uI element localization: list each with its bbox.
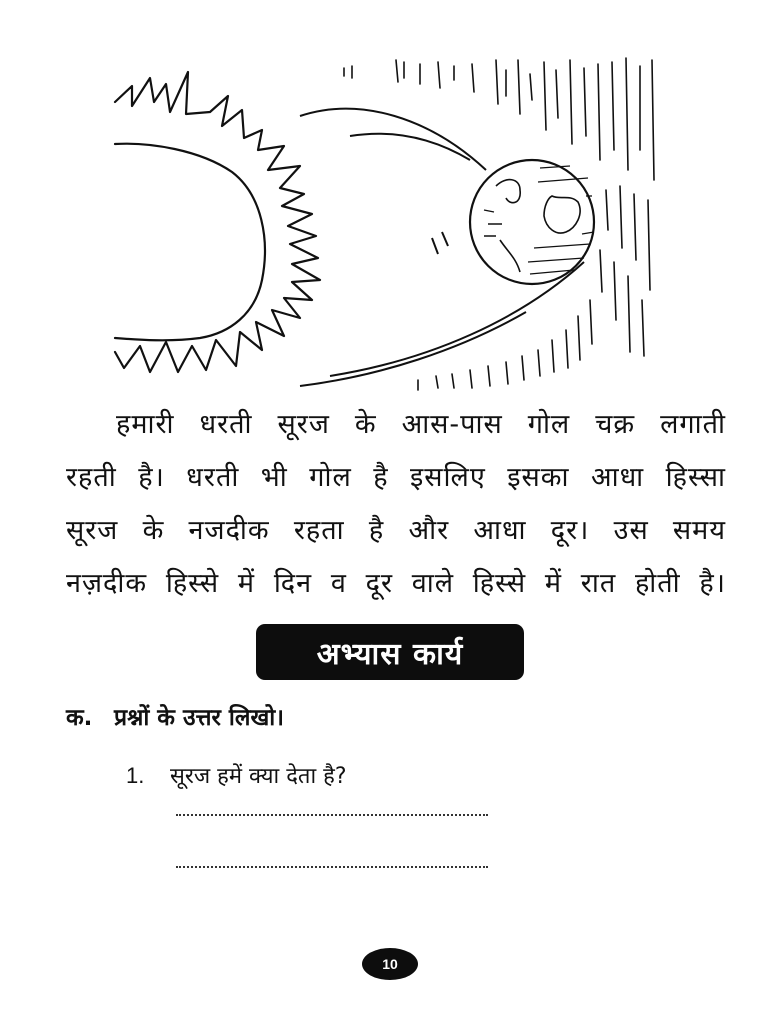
lesson-paragraph <box>66 398 726 610</box>
paragraph-line: हमारी धरती सूरज के आस-पास गोल चक्र लगाती <box>116 409 726 440</box>
question-number: 1. <box>126 763 145 788</box>
sun-earth-illustration <box>0 0 781 400</box>
answer-line[interactable] <box>176 866 488 868</box>
exercise-heading <box>256 624 524 680</box>
paragraph-line: नज़दीक हिस्से में दिन व दूर वाले हिस्से में रात होती है। <box>66 568 726 599</box>
answer-line[interactable] <box>176 814 488 816</box>
earth-icon <box>470 160 594 284</box>
paragraph-line: सूरज के नजदीक रहता है और आधा दूर। उस समय <box>66 515 726 546</box>
exercise-heading-text: अभ्यास कार्य <box>316 636 464 672</box>
page-number-text: 10 <box>382 956 398 972</box>
paragraph-line: रहती है। धरती भी गोल है इसलिए इसका आधा हिस्सा <box>66 462 726 493</box>
sun-icon <box>115 72 320 372</box>
section-marker: क. <box>66 705 93 731</box>
section-title <box>66 700 284 732</box>
section-title-text: प्रश्नों के उत्तर लिखो। <box>114 705 284 731</box>
question-item <box>126 760 347 790</box>
page-number <box>362 948 418 980</box>
question-text: सूरज हमें क्या देता है? <box>170 764 347 789</box>
